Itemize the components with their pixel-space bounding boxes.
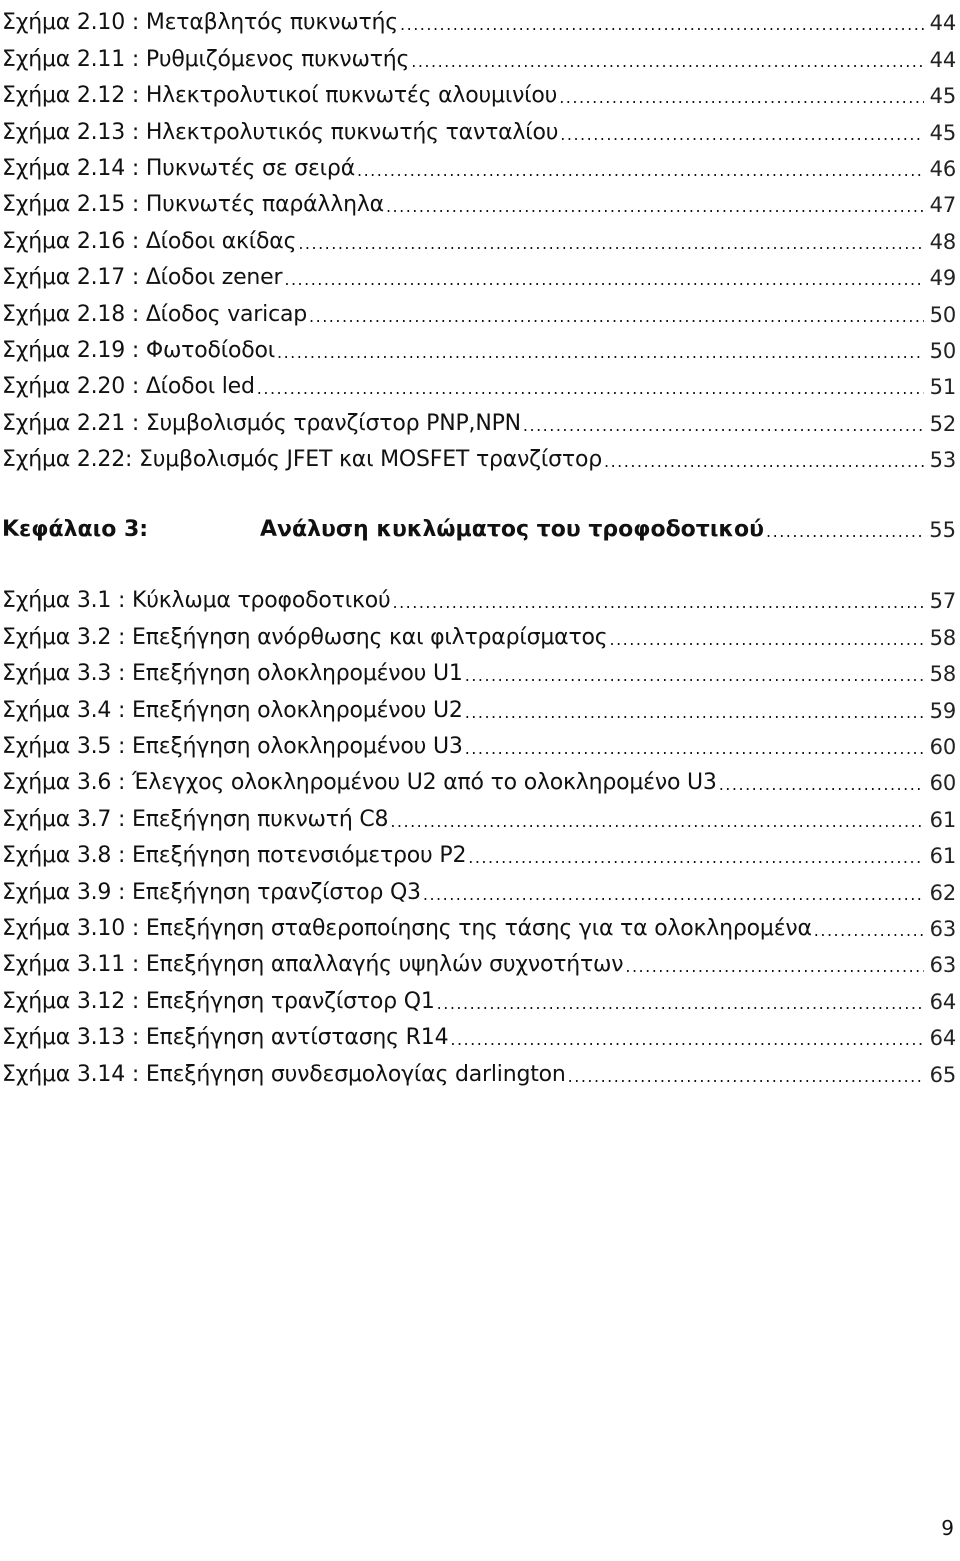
toc-entry-page: 65 <box>929 1062 956 1087</box>
toc-entry[interactable] <box>0 36 960 72</box>
dot-leader <box>357 160 924 182</box>
toc-entry-page: 63 <box>929 953 956 978</box>
toc-entry-label: Σχήμα 2.21 : Συμβολισμός τρανζίστορ PNP,NPN <box>2 410 521 436</box>
toc-entry-page: 60 <box>929 735 956 760</box>
toc-entry-label: Σχήμα 2.19 : Φωτοδίοδοι <box>2 337 275 363</box>
toc-entry-label: Σχήμα 3.4 : Επεξήγηση ολοκληρομένου U2 <box>2 697 463 723</box>
toc-entry[interactable] <box>0 1015 960 1051</box>
toc-entry-page: 64 <box>929 1026 956 1051</box>
dot-leader <box>437 993 924 1015</box>
toc-entry[interactable] <box>0 182 960 218</box>
page-number: 9 <box>941 1516 954 1540</box>
toc-entry[interactable] <box>0 833 960 869</box>
toc-entry-page: 44 <box>929 47 956 72</box>
dot-leader <box>719 774 924 796</box>
dot-leader <box>523 415 924 437</box>
toc-entry[interactable] <box>0 328 960 364</box>
toc-entry-page: 59 <box>929 698 956 723</box>
toc-entry-page: 52 <box>929 411 956 436</box>
dot-leader <box>560 124 923 146</box>
toc-entry-page: 46 <box>929 156 956 181</box>
toc-entry-label: Σχήμα 3.11 : Επεξήγηση απαλλαγής υψηλών συχνοτήτων <box>2 952 624 978</box>
toc-entry[interactable] <box>0 760 960 796</box>
dot-leader <box>465 702 924 724</box>
dot-leader <box>393 592 924 614</box>
chapter-heading[interactable] <box>0 507 960 543</box>
toc-entry-page: 45 <box>929 84 956 109</box>
toc-entry-page: 64 <box>929 989 956 1014</box>
toc-entry[interactable] <box>0 255 960 291</box>
dot-leader <box>411 51 923 73</box>
toc-entry[interactable] <box>0 1051 960 1087</box>
toc-entry-label: Σχήμα 2.13 : Ηλεκτρολυτικός πυκνωτής τανταλίου <box>2 119 559 145</box>
toc-entry[interactable] <box>0 364 960 400</box>
toc-entry-label: Σχήμα 2.20 : Δίοδοι led <box>2 374 255 400</box>
toc-entry-label: Σχήμα 2.17 : Δίοδοι zener <box>2 265 283 291</box>
toc-entry-label: Σχήμα 2.10 : Μεταβλητός πυκνωτής <box>2 10 399 36</box>
dot-leader <box>298 233 923 255</box>
toc-entry-label: Σχήμα 3.8 : Επεξήγηση ποτενσιόμετρου P2 <box>2 843 467 869</box>
toc-entry[interactable] <box>0 906 960 942</box>
toc-entry-page: 53 <box>929 448 956 473</box>
toc-entry-label: Σχήμα 3.2 : Επεξήγηση ανόρθωσης και φιλτραρίσματος <box>2 624 608 650</box>
toc-entry[interactable] <box>0 73 960 109</box>
toc-entry-label: Σχήμα 3.12 : Επεξήγηση τρανζίστορ Q1 <box>2 988 435 1014</box>
toc-entry-label: Σχήμα 2.14 : Πυκνωτές σε σειρά <box>2 155 355 181</box>
toc-entry[interactable] <box>0 978 960 1014</box>
toc-entry-page: 58 <box>929 625 956 650</box>
dot-leader <box>604 451 924 473</box>
toc-entry[interactable] <box>0 614 960 650</box>
toc-entry-label: Σχήμα 3.7 : Επεξήγηση πυκνωτή C8 <box>2 806 389 832</box>
toc-entry[interactable] <box>0 0 960 36</box>
toc-entry-label: Σχήμα 3.5 : Επεξήγηση ολοκληρομένου U3 <box>2 734 463 760</box>
toc-entry-page: 49 <box>929 266 956 291</box>
toc-entry-label: Σχήμα 3.10 : Επεξήγηση σταθεροποίησης της τάσης για τα ολοκληρομένα <box>2 915 812 941</box>
dot-leader <box>814 920 924 942</box>
toc-entry-label: Σχήμα 3.13 : Επεξήγηση αντίστασης R14 <box>2 1025 449 1051</box>
toc-entry[interactable] <box>0 651 960 687</box>
toc-entry-label: Σχήμα 2.12 : Ηλεκτρολυτικοί πυκνωτές αλουμινίου <box>2 83 558 109</box>
chapter-number: Κεφάλαιο 3: <box>2 517 149 543</box>
dot-leader <box>257 378 924 400</box>
chapter-page: 55 <box>929 518 956 543</box>
toc-entry-label: Σχήμα 3.6 : Έλεγχος ολοκληρομένου U2 από το ολοκληρομένο U3 <box>2 770 717 796</box>
toc-entry[interactable] <box>0 869 960 905</box>
toc-entry-label: Σχήμα 2.22: Συμβολισμός JFET και MOSFET τρανζίστορ <box>2 447 602 473</box>
dot-leader <box>465 738 924 760</box>
dot-leader <box>423 884 924 906</box>
toc-entry-label: Σχήμα 3.3 : Επεξήγηση ολοκληρομένου U1 <box>2 661 463 687</box>
dot-leader <box>609 629 923 651</box>
toc-entry-page: 50 <box>929 338 956 363</box>
dot-leader <box>386 196 924 218</box>
dot-leader <box>559 87 923 109</box>
toc-entry-page: 58 <box>929 662 956 687</box>
toc-entry[interactable] <box>0 218 960 254</box>
dot-leader <box>390 811 923 833</box>
toc-entry-label: Σχήμα 3.1 : Κύκλωμα τροφοδοτικού <box>2 588 391 614</box>
toc-entry-label: Σχήμα 3.9 : Επεξήγηση τρανζίστορ Q3 <box>2 879 421 905</box>
toc-entry-page: 60 <box>929 771 956 796</box>
toc-section-3 <box>0 578 960 1087</box>
toc-entry-page: 48 <box>929 229 956 254</box>
toc-entry[interactable] <box>0 400 960 436</box>
toc-entry[interactable] <box>0 724 960 760</box>
toc-entry-label: Σχήμα 2.16 : Δίοδοι ακίδας <box>2 228 297 254</box>
toc-entry-page: 57 <box>929 589 956 614</box>
dot-leader <box>766 521 923 543</box>
toc-entry[interactable] <box>0 109 960 145</box>
toc-entry-page: 47 <box>929 193 956 218</box>
dot-leader <box>465 665 924 687</box>
dot-leader <box>568 1066 924 1088</box>
toc-entry[interactable] <box>0 146 960 182</box>
toc-entry[interactable] <box>0 796 960 832</box>
toc-entry[interactable] <box>0 291 960 327</box>
dot-leader <box>468 847 923 869</box>
dot-leader <box>277 342 924 364</box>
toc-entry-page: 50 <box>929 302 956 327</box>
toc-entry[interactable] <box>0 578 960 614</box>
toc-entry-page: 51 <box>929 375 956 400</box>
toc-entry-page: 45 <box>929 120 956 145</box>
dot-leader <box>625 956 923 978</box>
chapter-title: Ανάλυση κυκλώματος του τροφοδοτικού <box>260 517 765 543</box>
dot-leader <box>450 1029 923 1051</box>
toc-entry-page: 61 <box>929 844 956 869</box>
dot-leader <box>400 14 924 36</box>
dot-leader <box>284 269 923 291</box>
toc-entry-page: 63 <box>929 916 956 941</box>
toc-entry[interactable] <box>0 942 960 978</box>
toc-entry-page: 62 <box>929 880 956 905</box>
dot-leader <box>309 306 924 328</box>
toc-section-2 <box>0 0 960 473</box>
toc-entry[interactable] <box>0 687 960 723</box>
toc-entry-page: 44 <box>929 11 956 36</box>
toc-entry[interactable] <box>0 437 960 473</box>
toc-entry-page: 61 <box>929 807 956 832</box>
toc-entry-label: Σχήμα 2.11 : Ρυθμιζόμενος πυκνωτής <box>2 46 410 72</box>
toc-entry-label: Σχήμα 3.14 : Επεξήγηση συνδεσμολογίας darlington <box>2 1061 566 1087</box>
toc-entry-label: Σχήμα 2.15 : Πυκνωτές παράλληλα <box>2 192 384 218</box>
toc-entry-label: Σχήμα 2.18 : Δίοδος varicap <box>2 301 308 327</box>
